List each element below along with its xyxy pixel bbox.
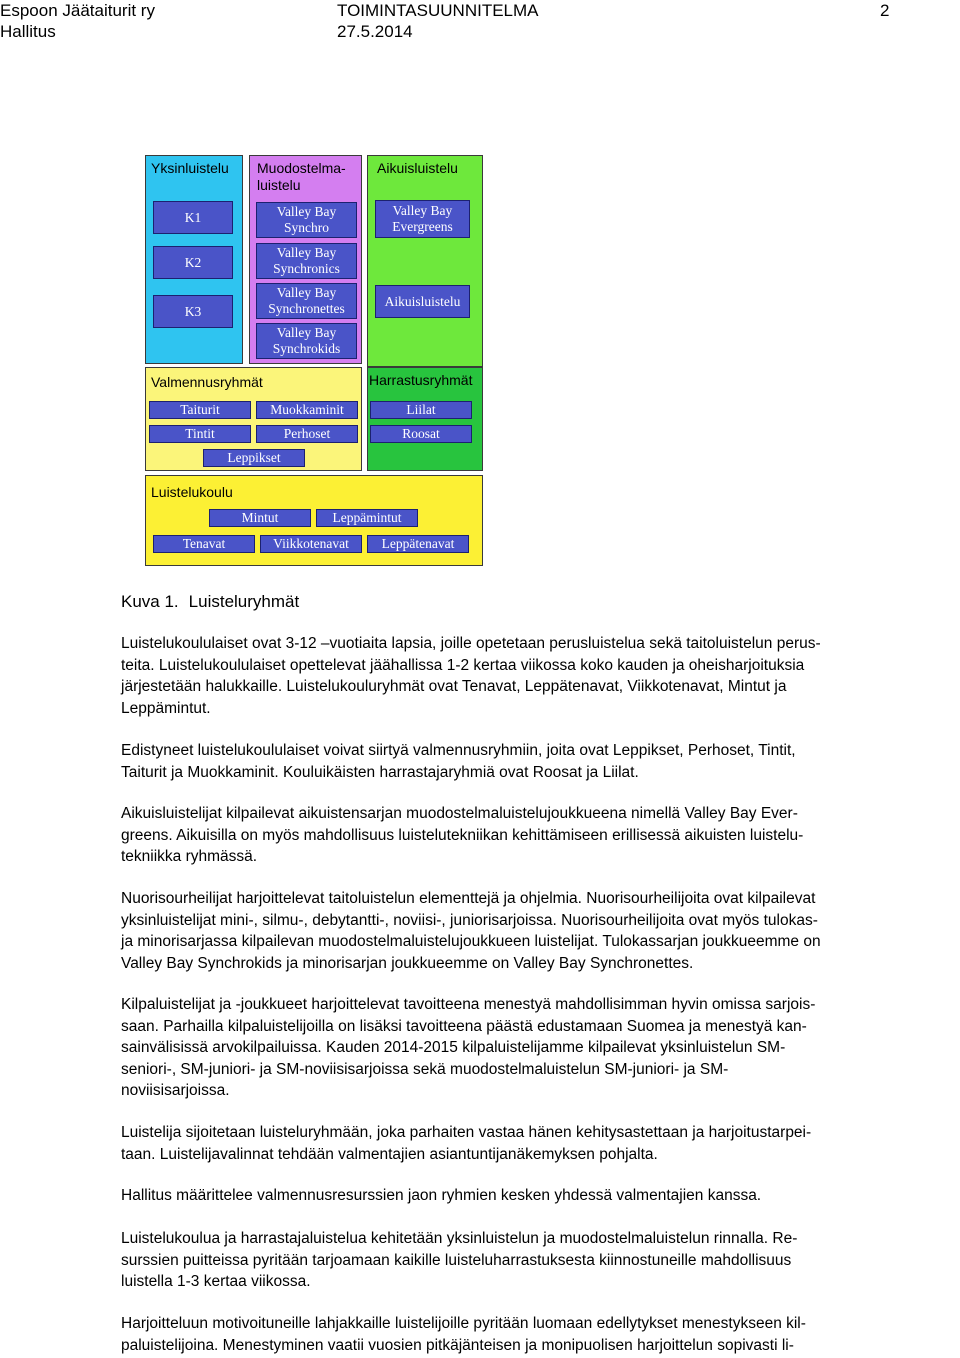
paragraph-line: surssien puitteissa pyritään tarjoamaan kaikille luisteluharrastuksesta kiinnostuneille mahdollisuus bbox=[121, 1251, 792, 1269]
group-box-perhoset: Perhoset bbox=[256, 425, 358, 443]
block-harrastus bbox=[367, 367, 483, 471]
header-document-title: TOIMINTASUUNNITELMA bbox=[337, 1, 539, 20]
paragraph-line: teita. Luistelukoululaiset opettelevat jäähallissa 1-2 kertaa viikossa koko kauden ja oheisharjoituksia bbox=[121, 656, 805, 674]
figure-caption-text: Luisteluryhmät bbox=[188, 592, 300, 611]
paragraph-line: ja minorisarjassa kilpailevan muodostelmaluistelujoukkueen luistelijat. Tulokassarjan joukkueemme on bbox=[121, 933, 821, 950]
block-muodostelma-title: Muodostelma- luistelu bbox=[257, 160, 346, 193]
paragraph-motivaatio bbox=[121, 1313, 806, 1356]
figure-caption-number: Kuva 1. bbox=[121, 592, 179, 611]
paragraph-line: taan. Luistelijavalinnat tehdään valmentajien asiantuntijanäkemyksen pohjalta. bbox=[121, 1145, 658, 1163]
block-aikuis bbox=[367, 155, 483, 367]
paragraph-nuoriso bbox=[121, 888, 821, 974]
paragraph-line: greens. Aikuisilla on myös mahdollisuus luistelutekniikan kehittämiseen erillisessä aikuisten luistelu- bbox=[121, 826, 804, 844]
paragraph-line: Luistelukoulua ja harrastajaluistelua kehitetään yksinluistelun ja muodostelmaluistelun rinnalla. Re- bbox=[121, 1230, 798, 1247]
paragraph-line: Edistyneet luistelukoululaiset voivat siirtyä valmennusryhmiin, joita ovat Leppikset, Perhoset, Tintit, bbox=[121, 742, 796, 759]
header-page-number: 2 bbox=[880, 1, 890, 20]
block-luistelukoulu-title: Luistelukoulu bbox=[151, 484, 233, 500]
paragraph-kehitys bbox=[121, 1228, 797, 1293]
group-box-liilat: Liilat bbox=[370, 401, 472, 419]
paragraph-line: yksinluistelijat mini-, silmu-, debytantti-, noviisi-, juniorisarjoissa. Nuorisourheilijoita ovat myös tulokas- bbox=[121, 911, 818, 929]
paragraph-line: tekniikka ryhmässä. bbox=[121, 848, 258, 865]
block-aikuis-title: Aikuisluistelu bbox=[377, 160, 458, 176]
paragraph-line: seniori-, SM-juniori- ja SM-noviisisarjoissa sekä muodostelmaluistelun SM-juniori- ja SM- bbox=[121, 1060, 729, 1078]
paragraph-line: luistella 1-3 kertaa viikossa. bbox=[121, 1273, 311, 1290]
group-box-synchronettes: Valley Bay Synchronettes bbox=[256, 283, 357, 319]
header-date: 27.5.2014 bbox=[337, 22, 413, 41]
block-valmennus-title: Valmennusryhmät bbox=[151, 374, 263, 390]
paragraph-line: Luistelija sijoitetaan luisteluryhmään, joka parhaiten vastaa hänen kehitysastettaan ja harjoitustarpei- bbox=[121, 1124, 812, 1141]
figure-caption bbox=[121, 591, 299, 613]
paragraph-line: Aikuisluistelijat kilpailevat aikuistensarjan muodostelmaluistelujoukkueena nimellä Valley Bay Ever- bbox=[121, 805, 798, 822]
group-box-leppikset: Leppikset bbox=[203, 449, 305, 467]
paragraph-luistelukoulu bbox=[121, 633, 821, 719]
group-box-k3: K3 bbox=[153, 295, 233, 328]
paragraph-line: Valley Bay Synchrokids ja minorisarjan joukkueemme on Valley Bay Synchronettes. bbox=[121, 954, 694, 972]
paragraph-kilpa bbox=[121, 994, 815, 1102]
paragraph-line: paluistelijoina. Menestyminen vaatii vuosien pitkäjänteisen ja monipuolisen harjoittelun sopivasti li- bbox=[121, 1336, 794, 1354]
group-box-roosat: Roosat bbox=[370, 425, 472, 443]
paragraph-line: Harjoitteluun motivoituneille lahjakkaille luistelijoille pyritään luomaan edellytykset menestykseen kil- bbox=[121, 1315, 806, 1332]
group-box-tenavat: Tenavat bbox=[153, 535, 255, 553]
header-organization: Espoon Jäätaiturit ry bbox=[0, 1, 155, 20]
group-box-taiturit: Taiturit bbox=[149, 401, 251, 419]
paragraph-line: Taiturit ja Muokkaminit. Kouluikäisten harrastajaryhmiä ovat Roosat ja Liilat. bbox=[121, 763, 639, 781]
group-box-evergreens: Valley Bay Evergreens bbox=[375, 200, 470, 238]
group-box-k2: K2 bbox=[153, 246, 233, 279]
group-box-synchronics: Valley Bay Synchronics bbox=[256, 243, 357, 279]
group-box-leppatenavat: Leppätenavat bbox=[367, 535, 469, 553]
paragraph-sijoitus bbox=[121, 1122, 811, 1165]
paragraph-line: Nuorisourheilijat harjoittelevat taitoluistelun elementtejä ja ohjelmia. Nuorisourheilijoita ovat kilpailevat bbox=[121, 890, 816, 907]
group-box-aikuisluistelu: Aikuisluistelu bbox=[375, 285, 470, 318]
group-box-synchro: Valley Bay Synchro bbox=[256, 202, 357, 238]
paragraph-line: Kilpaluistelijat ja -joukkueet harjoittelevat tavoitteena menestyä mahdollisimman hyvin omissa sarjois- bbox=[121, 996, 816, 1013]
block-harrastus-title: Harrastusryhmät bbox=[369, 372, 473, 388]
block-yksinluistelu-title: Yksinluistelu bbox=[151, 160, 229, 176]
header-author: Hallitus bbox=[0, 22, 56, 41]
paragraph-valmennus bbox=[121, 740, 796, 783]
paragraph-line: Hallitus määrittelee valmennusresurssien jaon ryhmien kesken yhdessä valmentajien kanssa. bbox=[121, 1187, 762, 1204]
group-box-synchrokids: Valley Bay Synchrokids bbox=[256, 323, 357, 359]
paragraph-aikuis bbox=[121, 803, 803, 868]
paragraph-line: noviisisarjoissa. bbox=[121, 1082, 230, 1099]
group-box-leppamintut: Leppämintut bbox=[316, 509, 418, 527]
group-box-mintut: Mintut bbox=[209, 509, 311, 527]
paragraph-line: järjestetään halukkaille. Luistelukouluryhmät ovat Tenavat, Leppätenavat, Viikkotenavat, Mintut ja bbox=[121, 678, 787, 695]
paragraph-line: sainvälisissä arvokilpailuissa. Kauden 2014-2015 kilpaluistelijamme kilpailevat yksinluistelun SM- bbox=[121, 1039, 786, 1056]
paragraph-line: Luistelukoululaiset ovat 3-12 –vuotiaita lapsia, joille opetetaan perusluistelua sekä taitoluistelun perus- bbox=[121, 635, 821, 652]
paragraph-line: Leppämintut. bbox=[121, 699, 211, 717]
paragraph-line: saan. Parhailla kilpaluistelijoilla on lisäksi tavoitteena päästä edustamaan Suomea ja menestyä kan- bbox=[121, 1017, 807, 1035]
paragraph-hallitus bbox=[121, 1185, 761, 1207]
group-box-k1: K1 bbox=[153, 201, 233, 234]
group-box-muokkaminit: Muokkaminit bbox=[256, 401, 358, 419]
group-box-viikkotenavat: Viikkotenavat bbox=[260, 535, 362, 553]
group-box-tintit: Tintit bbox=[149, 425, 251, 443]
